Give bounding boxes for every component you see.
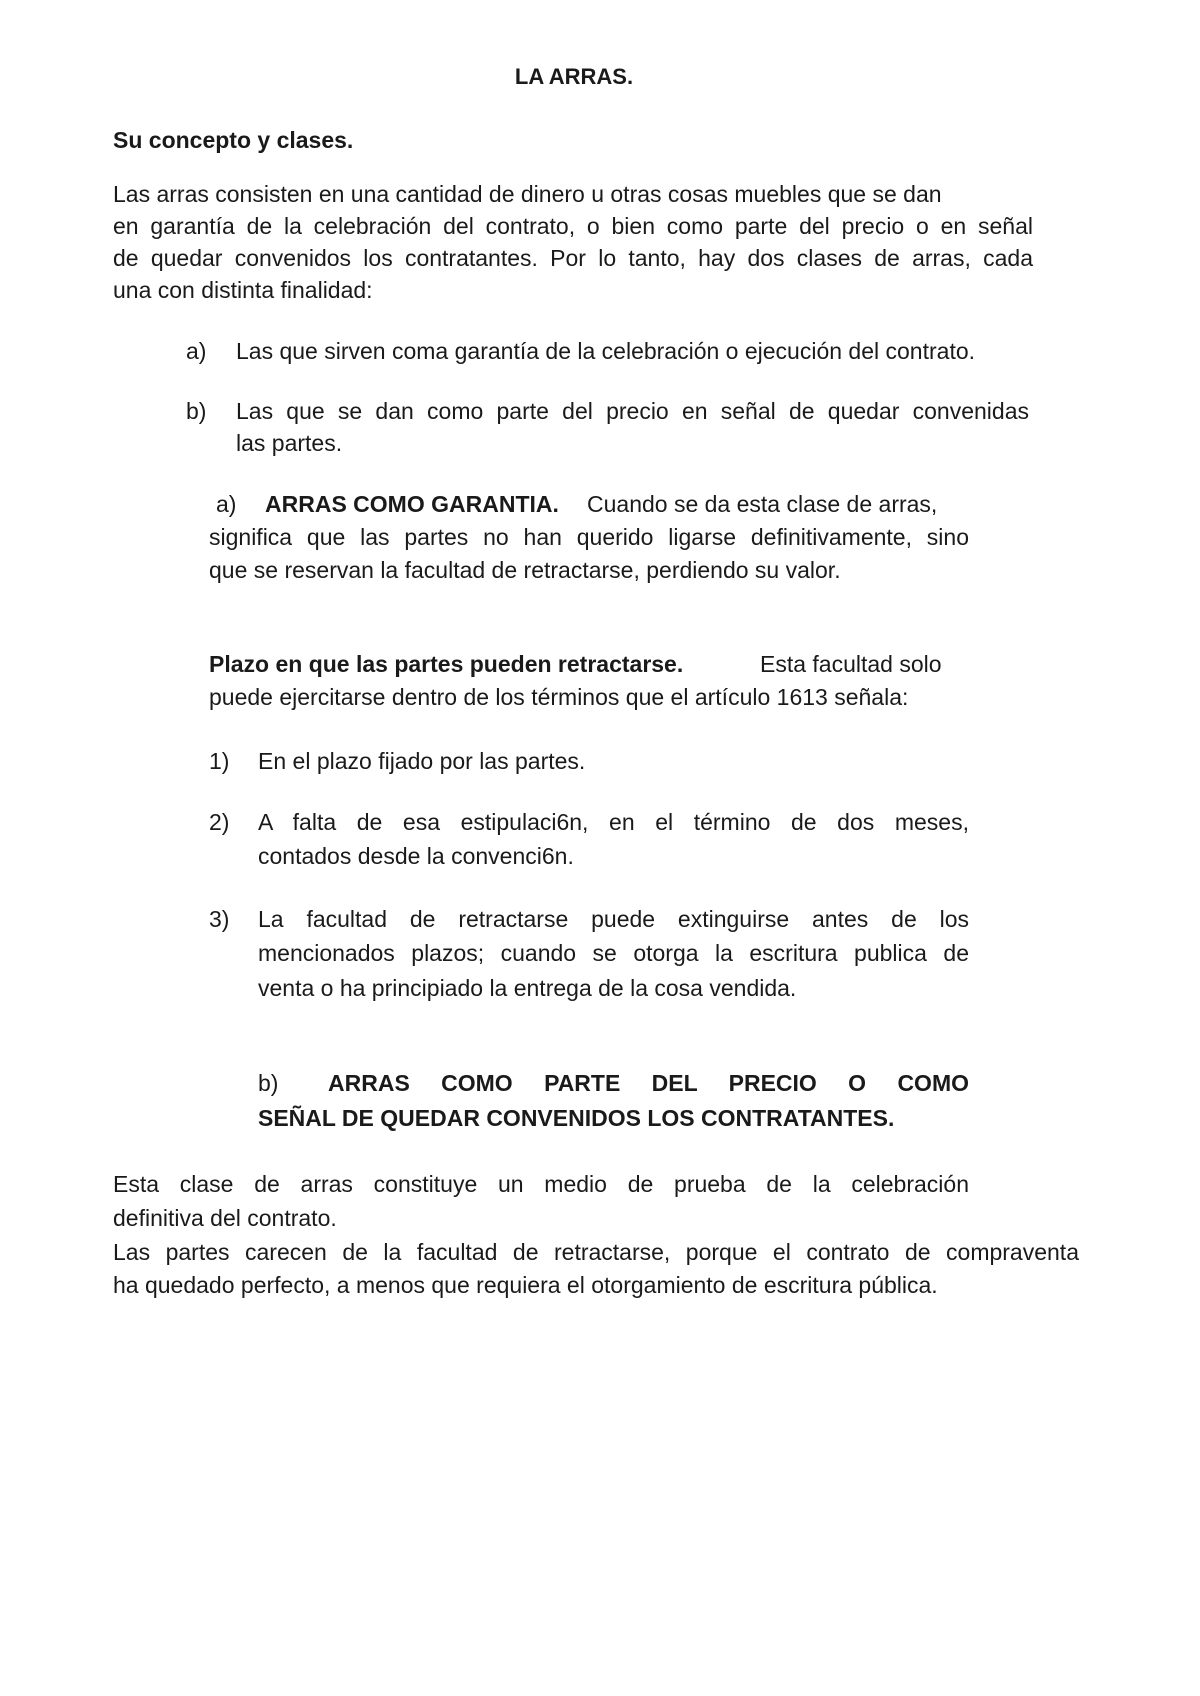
- closing-line-4: ha quedado perfecto, a menos que requiera el otorgamiento de escritura pública.: [113, 1272, 938, 1298]
- closing-line-3: Las partes carecen de la facultad de retractarse, porque el contrato de compraventa: [113, 1239, 1079, 1265]
- section-b-heading-line-2: SEÑAL DE QUEDAR CONVENIDOS LOS CONTRATANTES.: [258, 1105, 895, 1131]
- closing-line-1: Esta clase de arras constituye un medio de prueba de la celebración: [113, 1171, 969, 1197]
- section-b-marker: b): [258, 1070, 279, 1096]
- list-item-b-line-1: Las que se dan como parte del precio en señal de quedar convenidas: [236, 398, 1029, 424]
- section-a-line-3: que se reservan la facultad de retractarse, perdiendo su valor.: [209, 557, 841, 583]
- list-marker-a: a): [186, 338, 207, 364]
- plazo-item-3-line-3: venta o ha principiado la entrega de la cosa vendida.: [258, 975, 797, 1001]
- plazo-line-2: puede ejercitarse dentro de los términos que el artículo 1613 señala:: [209, 684, 909, 710]
- section-a-line-1: Cuando se da esta clase de arras,: [587, 491, 938, 517]
- list-item-a-line-1: Las que sirven coma garantía de la celebración o ejecución del contrato.: [236, 338, 976, 364]
- section-a-heading: ARRAS COMO GARANTIA.: [265, 491, 559, 517]
- plazo-heading: Plazo en que las partes pueden retractarse.: [209, 651, 684, 677]
- plazo-marker-1: 1): [209, 748, 230, 774]
- section-b-heading-line-1: ARRAS COMO PARTE DEL PRECIO O COMO: [328, 1070, 969, 1096]
- document-title: LA ARRAS.: [514, 64, 634, 89]
- plazo-item-1-line-1: En el plazo fijado por las partes.: [258, 748, 586, 774]
- intro-line-1: Las arras consisten en una cantidad de dinero u otras cosas muebles que se dan: [113, 181, 942, 207]
- section-subtitle: Su concepto y clases.: [113, 127, 354, 153]
- plazo-item-3-line-2: mencionados plazos; cuando se otorga la escritura publica de: [258, 940, 969, 966]
- plazo-item-2-line-2: contados desde la convenci6n.: [258, 843, 574, 869]
- plazo-marker-2: 2): [209, 809, 230, 835]
- closing-line-2: definitiva del contrato.: [113, 1205, 337, 1231]
- list-item-b-line-2: las partes.: [236, 430, 343, 456]
- section-a-line-2: significa que las partes no han querido ligarse definitivamente, sino: [209, 524, 969, 550]
- plazo-item-2-line-1: A falta de esa estipulaci6n, en el término de dos meses,: [258, 809, 969, 835]
- intro-line-4: una con distinta finalidad:: [113, 277, 373, 303]
- section-a-marker: a): [216, 491, 237, 517]
- list-marker-b: b): [186, 398, 207, 424]
- plazo-line-1: Esta facultad solo: [760, 651, 942, 677]
- plazo-marker-3: 3): [209, 906, 230, 932]
- plazo-item-3-line-1: La facultad de retractarse puede extinguirse antes de los: [258, 906, 969, 932]
- intro-line-3: de quedar convenidos los contratantes. Por lo tanto, hay dos clases de arras, cada: [113, 245, 1033, 271]
- intro-line-2: en garantía de la celebración del contrato, o bien como parte del precio o en señal: [113, 213, 1033, 239]
